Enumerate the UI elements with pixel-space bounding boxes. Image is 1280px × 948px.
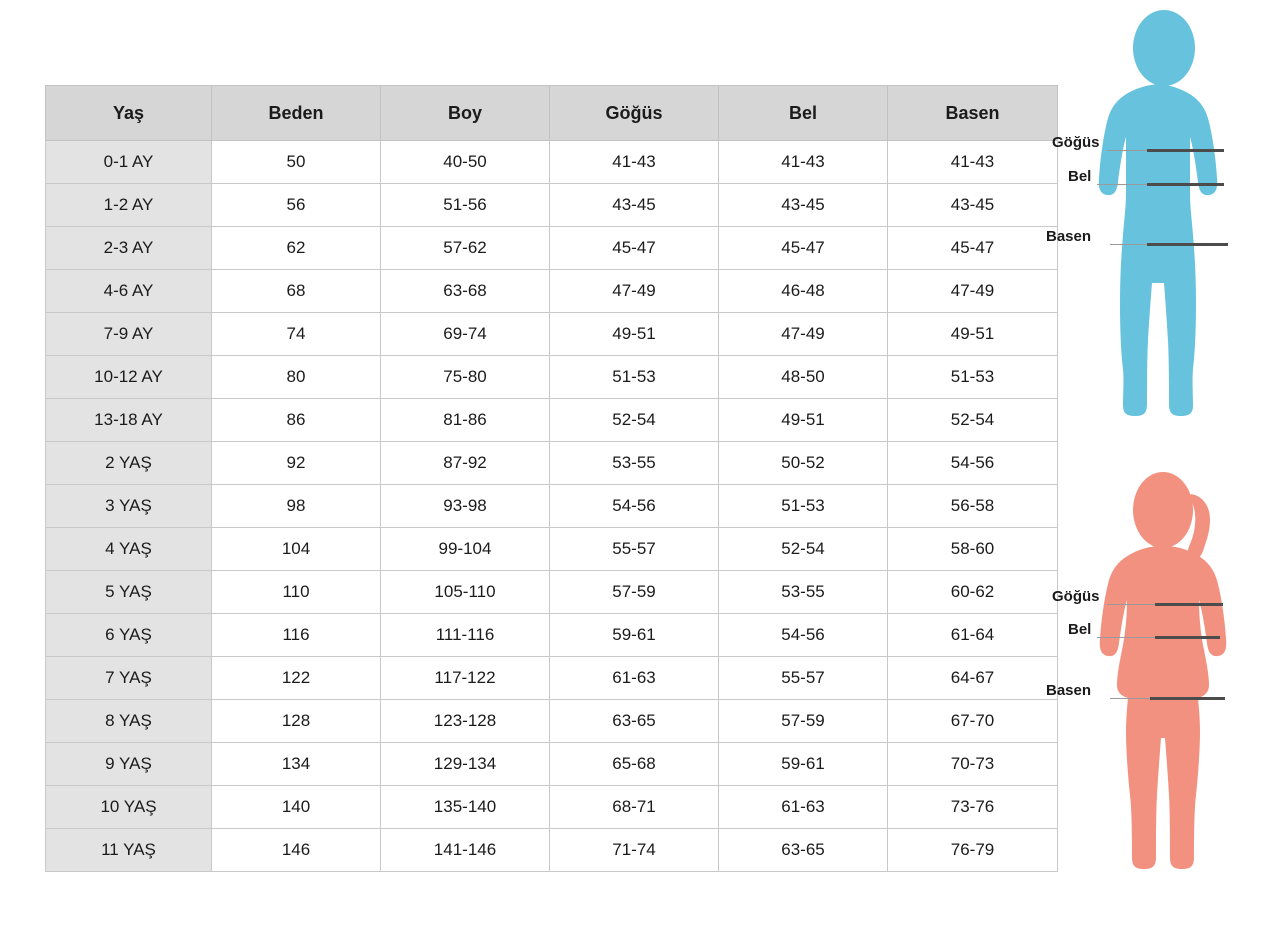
cell-height: 129-134 (381, 743, 550, 786)
boy-hip-label: Basen (1046, 228, 1092, 245)
cell-size: 56 (212, 184, 381, 227)
cell-waist: 52-54 (719, 528, 888, 571)
cell-size: 86 (212, 399, 381, 442)
cell-chest: 55-57 (550, 528, 719, 571)
boy-chest-label: Göğüs (1052, 134, 1100, 151)
cell-waist: 49-51 (719, 399, 888, 442)
cell-size: 134 (212, 743, 381, 786)
cell-waist: 43-45 (719, 184, 888, 227)
cell-chest: 49-51 (550, 313, 719, 356)
girl-hip-measure-line (1150, 697, 1225, 700)
cell-chest: 57-59 (550, 571, 719, 614)
table-row (46, 141, 1058, 184)
table-row (46, 270, 1058, 313)
boy-waist-measure-line (1147, 183, 1224, 186)
cell-age: 5 YAŞ (46, 571, 212, 614)
girl-waist-label: Bel (1068, 621, 1092, 638)
table-row (46, 571, 1058, 614)
cell-hip: 45-47 (888, 227, 1058, 270)
column-header-hip: Basen (888, 86, 1058, 141)
cell-chest: 47-49 (550, 270, 719, 313)
boy-chest-measure-line (1147, 149, 1224, 152)
cell-height: 117-122 (381, 657, 550, 700)
cell-size: 68 (212, 270, 381, 313)
cell-height: 87-92 (381, 442, 550, 485)
table-body (46, 141, 1058, 872)
cell-size: 116 (212, 614, 381, 657)
cell-size: 92 (212, 442, 381, 485)
size-chart-table-container (45, 85, 1051, 872)
boy-waist-label: Bel (1068, 168, 1092, 185)
table-row (46, 313, 1058, 356)
cell-height: 40-50 (381, 141, 550, 184)
cell-size: 122 (212, 657, 381, 700)
cell-age: 11 YAŞ (46, 829, 212, 872)
table-row (46, 700, 1058, 743)
cell-hip: 56-58 (888, 485, 1058, 528)
column-header-size: Beden (212, 86, 381, 141)
cell-height: 57-62 (381, 227, 550, 270)
cell-age: 8 YAŞ (46, 700, 212, 743)
cell-chest: 59-61 (550, 614, 719, 657)
cell-size: 98 (212, 485, 381, 528)
cell-hip: 76-79 (888, 829, 1058, 872)
cell-chest: 63-65 (550, 700, 719, 743)
girl-chest-measure-line (1155, 603, 1223, 606)
boy-waist-leader-line (1097, 184, 1147, 185)
girl-chest-leader-line (1107, 604, 1155, 605)
table-row (46, 442, 1058, 485)
cell-waist: 54-56 (719, 614, 888, 657)
boy-hip-leader-line (1110, 244, 1147, 245)
table-row (46, 227, 1058, 270)
column-header-waist: Bel (719, 86, 888, 141)
cell-hip: 73-76 (888, 786, 1058, 829)
cell-waist: 61-63 (719, 786, 888, 829)
cell-size: 80 (212, 356, 381, 399)
cell-age: 2 YAŞ (46, 442, 212, 485)
cell-age: 4 YAŞ (46, 528, 212, 571)
cell-age: 2-3 AY (46, 227, 212, 270)
cell-age: 0-1 AY (46, 141, 212, 184)
cell-waist: 63-65 (719, 829, 888, 872)
cell-hip: 47-49 (888, 270, 1058, 313)
cell-size: 140 (212, 786, 381, 829)
cell-height: 123-128 (381, 700, 550, 743)
cell-size: 74 (212, 313, 381, 356)
cell-age: 7-9 AY (46, 313, 212, 356)
cell-height: 75-80 (381, 356, 550, 399)
cell-hip: 64-67 (888, 657, 1058, 700)
girl-silhouette-figure (1060, 470, 1270, 940)
cell-height: 141-146 (381, 829, 550, 872)
cell-hip: 67-70 (888, 700, 1058, 743)
girl-waist-leader-line (1097, 637, 1155, 638)
cell-age: 7 YAŞ (46, 657, 212, 700)
cell-height: 63-68 (381, 270, 550, 313)
cell-height: 111-116 (381, 614, 550, 657)
cell-height: 99-104 (381, 528, 550, 571)
cell-waist: 57-59 (719, 700, 888, 743)
cell-waist: 50-52 (719, 442, 888, 485)
cell-waist: 59-61 (719, 743, 888, 786)
table-row (46, 786, 1058, 829)
cell-size: 146 (212, 829, 381, 872)
cell-chest: 51-53 (550, 356, 719, 399)
size-chart-table (45, 85, 1058, 872)
cell-chest: 71-74 (550, 829, 719, 872)
table-row (46, 743, 1058, 786)
cell-chest: 53-55 (550, 442, 719, 485)
table-row (46, 614, 1058, 657)
cell-hip: 41-43 (888, 141, 1058, 184)
cell-hip: 49-51 (888, 313, 1058, 356)
cell-size: 104 (212, 528, 381, 571)
cell-hip: 70-73 (888, 743, 1058, 786)
cell-hip: 51-53 (888, 356, 1058, 399)
girl-waist-measure-line (1155, 636, 1220, 639)
cell-age: 9 YAŞ (46, 743, 212, 786)
cell-chest: 54-56 (550, 485, 719, 528)
column-header-height: Boy (381, 86, 550, 141)
cell-hip: 58-60 (888, 528, 1058, 571)
cell-height: 69-74 (381, 313, 550, 356)
table-header (46, 86, 1058, 141)
cell-height: 51-56 (381, 184, 550, 227)
cell-waist: 41-43 (719, 141, 888, 184)
cell-size: 50 (212, 141, 381, 184)
cell-waist: 51-53 (719, 485, 888, 528)
cell-hip: 61-64 (888, 614, 1058, 657)
cell-chest: 41-43 (550, 141, 719, 184)
cell-height: 93-98 (381, 485, 550, 528)
girl-chest-label: Göğüs (1052, 588, 1100, 605)
cell-height: 81-86 (381, 399, 550, 442)
table-row (46, 829, 1058, 872)
cell-hip: 60-62 (888, 571, 1058, 614)
cell-hip: 54-56 (888, 442, 1058, 485)
cell-chest: 61-63 (550, 657, 719, 700)
cell-hip: 43-45 (888, 184, 1058, 227)
girl-silhouette-icon (1060, 470, 1270, 940)
cell-age: 13-18 AY (46, 399, 212, 442)
column-header-age: Yaş (46, 86, 212, 141)
table-row (46, 485, 1058, 528)
table-header-row (46, 86, 1058, 141)
cell-chest: 68-71 (550, 786, 719, 829)
cell-waist: 47-49 (719, 313, 888, 356)
cell-waist: 46-48 (719, 270, 888, 313)
cell-waist: 45-47 (719, 227, 888, 270)
cell-chest: 45-47 (550, 227, 719, 270)
boy-chest-leader-line (1107, 150, 1147, 151)
cell-age: 1-2 AY (46, 184, 212, 227)
column-header-chest: Göğüs (550, 86, 719, 141)
cell-chest: 52-54 (550, 399, 719, 442)
table-row (46, 528, 1058, 571)
cell-waist: 53-55 (719, 571, 888, 614)
table-row (46, 184, 1058, 227)
table-row (46, 399, 1058, 442)
table-row (46, 356, 1058, 399)
girl-hip-label: Basen (1046, 682, 1092, 699)
cell-age: 10 YAŞ (46, 786, 212, 829)
cell-waist: 55-57 (719, 657, 888, 700)
cell-size: 128 (212, 700, 381, 743)
cell-height: 105-110 (381, 571, 550, 614)
cell-size: 62 (212, 227, 381, 270)
girl-hip-leader-line (1110, 698, 1150, 699)
cell-chest: 65-68 (550, 743, 719, 786)
cell-age: 10-12 AY (46, 356, 212, 399)
cell-age: 3 YAŞ (46, 485, 212, 528)
cell-chest: 43-45 (550, 184, 719, 227)
cell-waist: 48-50 (719, 356, 888, 399)
table-row (46, 657, 1058, 700)
cell-height: 135-140 (381, 786, 550, 829)
boy-hip-measure-line (1147, 243, 1228, 246)
cell-size: 110 (212, 571, 381, 614)
cell-hip: 52-54 (888, 399, 1058, 442)
cell-age: 6 YAŞ (46, 614, 212, 657)
cell-age: 4-6 AY (46, 270, 212, 313)
